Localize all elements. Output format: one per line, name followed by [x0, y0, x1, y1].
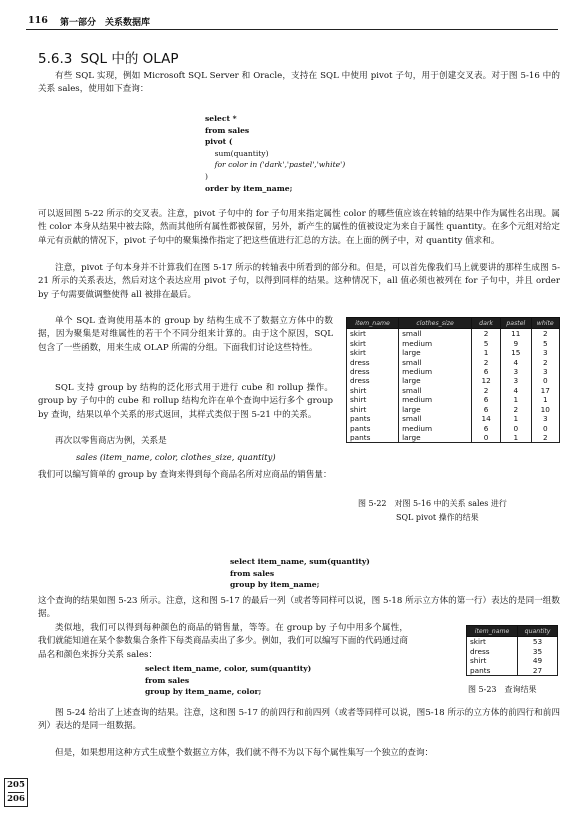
table-cell: 35 [518, 646, 558, 655]
table-cell: pants [347, 433, 399, 443]
table-cell: 6 [472, 367, 501, 376]
table-cell: shirt [467, 656, 518, 665]
relation-schema: sales (item_name, color, clothes_size, quantity) [76, 452, 276, 462]
page-number: 116 [28, 15, 48, 26]
paragraph: 这个查询的结果如图 5-23 所示。注意，这和图 5-17 的最后一列（或者等同样可以说，图 5-18 所示立方体的第一行）表达的是同一组数据。 [38, 596, 560, 620]
code-line: group by item_name; [230, 580, 320, 590]
table-cell: large [399, 433, 472, 443]
table-cell: dress [347, 376, 399, 385]
table-cell: 49 [518, 656, 558, 665]
table-cell: 2 [531, 329, 559, 339]
table-cell: 0 [531, 376, 559, 385]
table-cell: shirt [347, 395, 399, 404]
column-header: item_name [467, 626, 518, 637]
query-result-table [466, 625, 558, 676]
table-cell: 0 [472, 433, 501, 443]
table-cell: 12 [472, 376, 501, 385]
table-row [347, 395, 560, 404]
table-cell: 5 [531, 338, 559, 347]
code-block-groupby-color [145, 663, 311, 698]
figure-caption: SQL pivot 操作的结果 [396, 513, 479, 522]
table-cell: 3 [531, 348, 559, 357]
page-marker-divider [8, 792, 24, 793]
table-cell: pants [467, 665, 518, 675]
table-cell: 27 [518, 665, 558, 675]
table-row [347, 376, 560, 385]
table-cell: skirt [347, 338, 399, 347]
section-heading [38, 47, 187, 67]
table-cell: 2 [472, 386, 501, 395]
running-header: 第一部分 关系数据库 [60, 18, 151, 28]
table-row [347, 357, 560, 366]
table-cell: pants [347, 414, 399, 423]
table-cell: 17 [531, 386, 559, 395]
table-cell: medium [399, 367, 472, 376]
table-cell: 4 [501, 386, 531, 395]
table-cell: skirt [347, 329, 399, 339]
column-header: white [531, 318, 559, 329]
code-line: from sales [145, 675, 190, 685]
table-cell: large [399, 376, 472, 385]
table-row [467, 637, 558, 647]
table-cell: dress [467, 646, 518, 655]
table-cell: 1 [501, 433, 531, 443]
table-row [347, 423, 560, 432]
table-cell: 53 [518, 637, 558, 647]
code-block-groupby [230, 556, 370, 591]
table-cell: large [399, 405, 472, 414]
table-cell: 2 [472, 357, 501, 366]
paragraph: 但是，如果想用这种方式生成整个数据立方体，我们就不得不为以下每个属性集写一个独立的查询： [55, 748, 434, 758]
table-cell: 10 [531, 405, 559, 414]
table-cell: 15 [501, 348, 531, 357]
table-cell: 4 [501, 357, 531, 366]
table-cell: 2 [472, 329, 501, 339]
column-header: clothes_size [399, 318, 472, 329]
table-cell: 6 [472, 395, 501, 404]
figure-caption: 图 5-22 对图 5-16 中的关系 sales 进行 [358, 499, 507, 508]
table-row [347, 329, 560, 339]
paragraph: 类似地，我们可以得到每种颜色的商品的销售量，等等。在 group by 子句中用多个属性，我们就能知道在某个参数集合条件下每类商品卖出了多少。例如，我们可以编写下面的代码通过商品名和颜色来拆分关系 sales： [38, 623, 408, 660]
table-cell: 3 [501, 376, 531, 385]
table-row [347, 338, 560, 347]
table-cell: 1 [501, 395, 531, 404]
table-cell: small [399, 329, 472, 339]
table-cell: dress [347, 357, 399, 366]
table-cell: dress [347, 367, 399, 376]
table-row [347, 348, 560, 357]
paragraph: 单个 SQL 查询使用基本的 group by 结构生成不了数据立方体中的数据，因为聚集是对维属性的若干个不同分组来计算的。由于这个原因，SQL 包含了一些函数，用来生成 OLAP 所需的分组。下面我们讨论这些特性。 [38, 316, 333, 353]
table-cell: shirt [347, 386, 399, 395]
table-cell: medium [399, 423, 472, 432]
table-row [347, 433, 560, 443]
table-cell: small [399, 414, 472, 423]
table-cell: pants [347, 423, 399, 432]
table-cell: 3 [531, 414, 559, 423]
table-cell: 0 [531, 423, 559, 432]
code-line: sum(quantity) [214, 148, 269, 158]
code-line: pivot ( [205, 137, 233, 147]
table-cell: 14 [472, 414, 501, 423]
table-cell: 6 [472, 423, 501, 432]
pivot-result-table [346, 317, 560, 443]
table-header-row [347, 318, 560, 329]
column-header: dark [472, 318, 501, 329]
code-line: select item_name, color, sum(quantity) [145, 664, 312, 673]
table-cell: 6 [472, 405, 501, 414]
paragraph: 注意，pivot 子句本身并不计算我们在图 5-17 所示的转轴表中所看到的部分和。但是，可以首先像我们马上就要讲的那样生成图 5-21 所示的关系表达，然后对这个表达应用 pivot 子句，以得到同样的结果。这种情况下，all 值必须也被列在 for 子句中，并且 order by 子句需要做调整使得 all 被排在最后。 [38, 263, 560, 300]
table-row [467, 646, 558, 655]
code-line: group by item_name, color; [145, 687, 262, 697]
table-cell: small [399, 386, 472, 395]
code-line: from sales [205, 125, 250, 135]
code-line: order by item_name; [205, 183, 293, 193]
column-header: item_name [347, 318, 399, 329]
code-line: ) [205, 171, 208, 181]
table-header-row [467, 626, 558, 637]
section-number: 5.6.3 [38, 51, 73, 67]
column-header: pastel [501, 318, 531, 329]
code-line: select item_name, sum(quantity) [230, 557, 370, 566]
table-cell: 1 [472, 348, 501, 357]
table-cell: 2 [531, 433, 559, 443]
table-row [467, 656, 558, 665]
table-cell: 3 [531, 367, 559, 376]
table-cell: 3 [501, 367, 531, 376]
table-cell: skirt [467, 637, 518, 647]
table-row [467, 665, 558, 675]
header-divider [26, 29, 558, 30]
table-cell: medium [399, 338, 472, 347]
paragraph: 可以返回图 5-22 所示的交叉表。注意，pivot 子句中的 for 子句用来指定属性 color 的哪些值应该在转轴的结果中作为属性名出现。属性 color 本身从结果中被去除，然而其他所有属性都被保留，另外，新产生的属性的值被设定为来自于属性 quantity。在多个元组对给定单元有贡献的情况下，pivot 子句中的聚集操作指定了把这些值进行汇总的方法。在上面的例子中，对 quantity 值求和。 [38, 209, 560, 246]
table-row [347, 405, 560, 414]
section-title: SQL 中的 OLAP [80, 51, 179, 67]
table-cell: 2 [531, 357, 559, 366]
page-marker-top: 205 [7, 780, 25, 790]
original-page-marker [4, 778, 28, 807]
table-row [347, 414, 560, 423]
paragraph: 我们可以编写简单的 group by 查询来得到每个商品名所对应商品的销售量： [38, 470, 332, 480]
paragraph: 有些 SQL 实现，例如 Microsoft SQL Server 和 Oracle，支持在 SQL 中使用 pivot 子句，用于创建交叉表。对于图 5-16 中的关系 sales，使用如下查询： [38, 71, 560, 95]
figure-caption: 图 5-23 查询结果 [468, 685, 537, 694]
table-cell: 9 [501, 338, 531, 347]
table-row [347, 367, 560, 376]
table-cell: small [399, 357, 472, 366]
paragraph: 再次以零售商店为例，关系是 [55, 436, 167, 446]
table-cell: 11 [501, 329, 531, 339]
table-cell: shirt [347, 405, 399, 414]
code-line: select * [205, 114, 237, 123]
paragraph: SQL 支持 group by 结构的泛化形式用于进行 cube 和 rollup 操作。group by 子句中的 cube 和 rollup 结构允许在单个查询中运行多个 group by 查询，结果以单个关系的形式返回，其样式类似于图 5-21 中的关系。 [38, 383, 333, 420]
table-cell: 0 [501, 423, 531, 432]
page-marker-bottom: 206 [7, 794, 25, 804]
table-cell: medium [399, 395, 472, 404]
table-cell: 1 [531, 395, 559, 404]
table-cell: 1 [501, 414, 531, 423]
table-cell: 2 [501, 405, 531, 414]
table-cell: skirt [347, 348, 399, 357]
code-block-pivot [205, 113, 345, 194]
code-line: for color in ('dark','pastel','white') [214, 160, 346, 170]
table-row [347, 386, 560, 395]
code-line: from sales [230, 568, 275, 578]
column-header: quantity [518, 626, 558, 637]
table-cell: large [399, 348, 472, 357]
table-cell: 5 [472, 338, 501, 347]
paragraph: 图 5-24 给出了上述查询的结果。注意，这和图 5-17 的前四行和前四列（或者等同样可以说，图5-18 所示的立方体的前四行和前四列）表达的是同一组数据。 [38, 708, 560, 732]
